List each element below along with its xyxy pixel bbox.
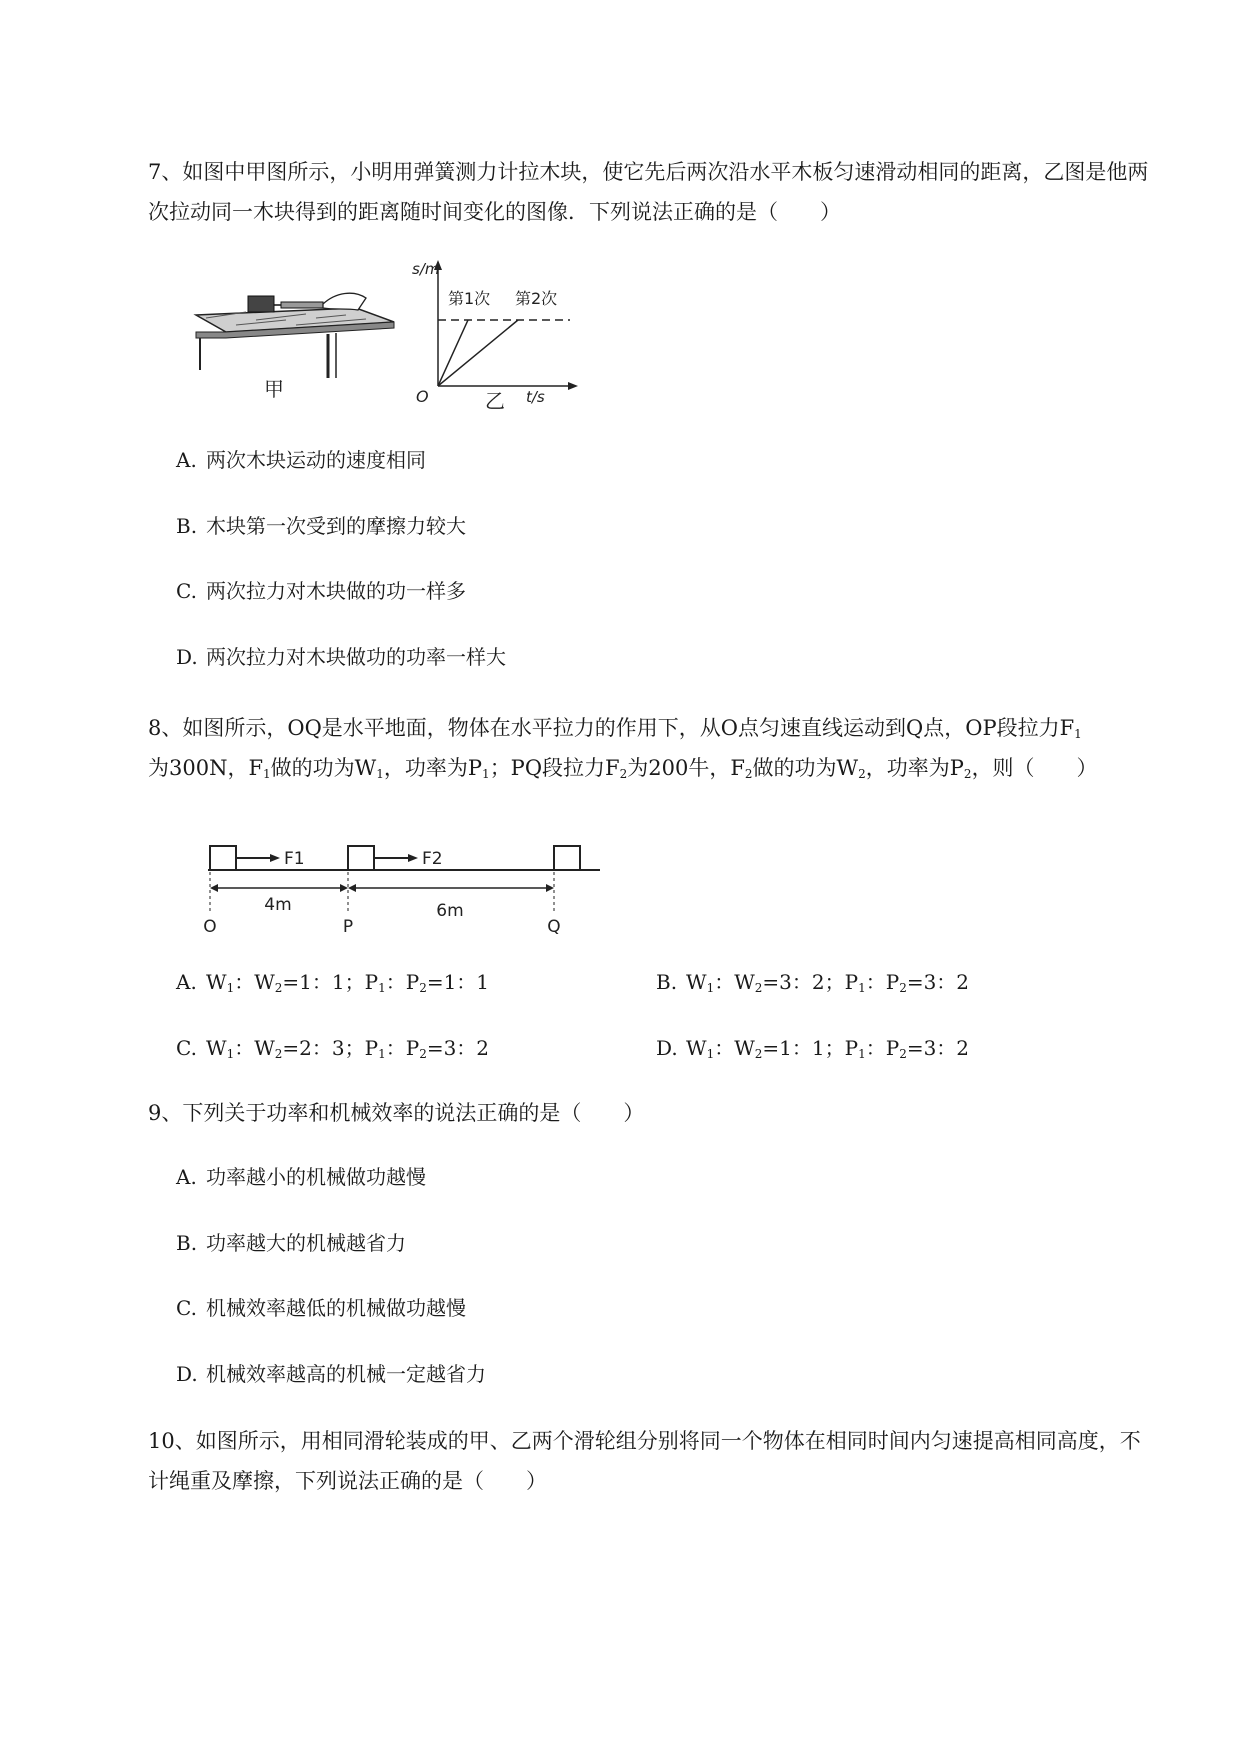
figure-yi-graph (410, 256, 590, 411)
q7-option-a: A. 两次木块运动的速度相同 (176, 448, 426, 472)
distance-pq-label: 6m (436, 901, 464, 921)
distance-op-label: 4m (264, 895, 292, 915)
q9-option-c: C. 机械效率越低的机械做功越慢 (176, 1296, 466, 1320)
dimension-pq-arrow-left (348, 884, 356, 892)
force-f1-label: F1 (284, 849, 305, 869)
figure-yi-label: 乙 (485, 389, 505, 411)
hand (323, 293, 366, 310)
x-axis-arrow (568, 382, 578, 390)
q9-option-b: B. 功率越大的机械越省力 (176, 1231, 406, 1255)
block-at-p (348, 846, 374, 870)
figure-jia (186, 270, 401, 400)
x-axis-label: t/s (526, 388, 545, 406)
q7-option-b: B. 木块第一次受到的摩擦力较大 (176, 514, 466, 538)
q7-option-c: C. 两次拉力对木块做的功一样多 (176, 579, 466, 603)
figure-jia-label: 甲 (264, 377, 284, 400)
q8-option-b: B. $W_1$：$W_2=3$：2；$P_1$：$P_2=3$：2 (656, 970, 970, 995)
force-f2-arrowhead (408, 854, 418, 862)
wooden-block (248, 296, 274, 312)
dimension-pq-arrow-right (546, 884, 554, 892)
origin-label: O (416, 387, 429, 406)
y-axis-label: s/m (412, 260, 440, 278)
point-p-label: P (342, 917, 354, 935)
q8-option-d: D. $W_1$：$W_2=1$：1；$P_1$：$P_2=3$：2 (656, 1036, 970, 1061)
force-f1-arrowhead (270, 854, 280, 862)
q9-option-d: D. 机械效率越高的机械一定越省力 (176, 1362, 486, 1386)
question-8-stem-line2: 为300N，$F_1$做的功为$W_1$，功率为$P_1$；PQ段拉力$F_2$为200牛，$F_2$做的功为$W_2$，功率为$P_2$，则（ ） (148, 756, 1098, 781)
line-first-time (438, 320, 468, 386)
question-10-stem: 10、如图所示，用相同滑轮装成的甲、乙两个滑轮组分别将同一个物体在相同时间内匀速提高相同高度，不计绳重及摩擦，下列说法正确的是（ ） (148, 1429, 1141, 1493)
q7-option-d: D. 两次拉力对木块做功的功率一样大 (176, 645, 506, 669)
point-q-label: Q (547, 917, 561, 935)
point-o-label: O (203, 917, 217, 935)
dimension-op-arrow-left (210, 884, 218, 892)
q8-option-c: C. $W_1$：$W_2=2$：3；$P_1$：$P_2=3$：2 (176, 1036, 490, 1061)
force-f2-label: F2 (422, 849, 443, 869)
q8-option-a: A. $W_1$：$W_2=1$：1；$P_1$：$P_2=1$：1 (176, 970, 490, 995)
figure-q8-motion (200, 840, 610, 935)
question-9-stem: 9、下列关于功率和机械效率的说法正确的是（ ） (148, 1101, 645, 1125)
q9-option-a: A. 功率越小的机械做功越慢 (176, 1165, 426, 1189)
block-at-o (210, 846, 236, 870)
legend-second-time: 第2次 (515, 289, 558, 308)
question-7-stem: 7、如图中甲图所示，小明用弹簧测力计拉木块，使它先后两次沿水平木板匀速滑动相同的距离，乙图是他两次拉动同一木块得到的距离随时间变化的图像．下列说法正确的是（ ） (148, 160, 1149, 224)
spring-scale (281, 302, 323, 308)
legend-first-time: 第1次 (448, 289, 491, 308)
line-second-time (438, 320, 518, 386)
question-8-stem-line1: 8、如图所示，OQ是水平地面，物体在水平拉力的作用下，从O点匀速直线运动到Q点，OP段拉力$F_1$ (148, 716, 1082, 741)
dimension-op-arrow-right (340, 884, 348, 892)
block-at-q (554, 846, 580, 870)
